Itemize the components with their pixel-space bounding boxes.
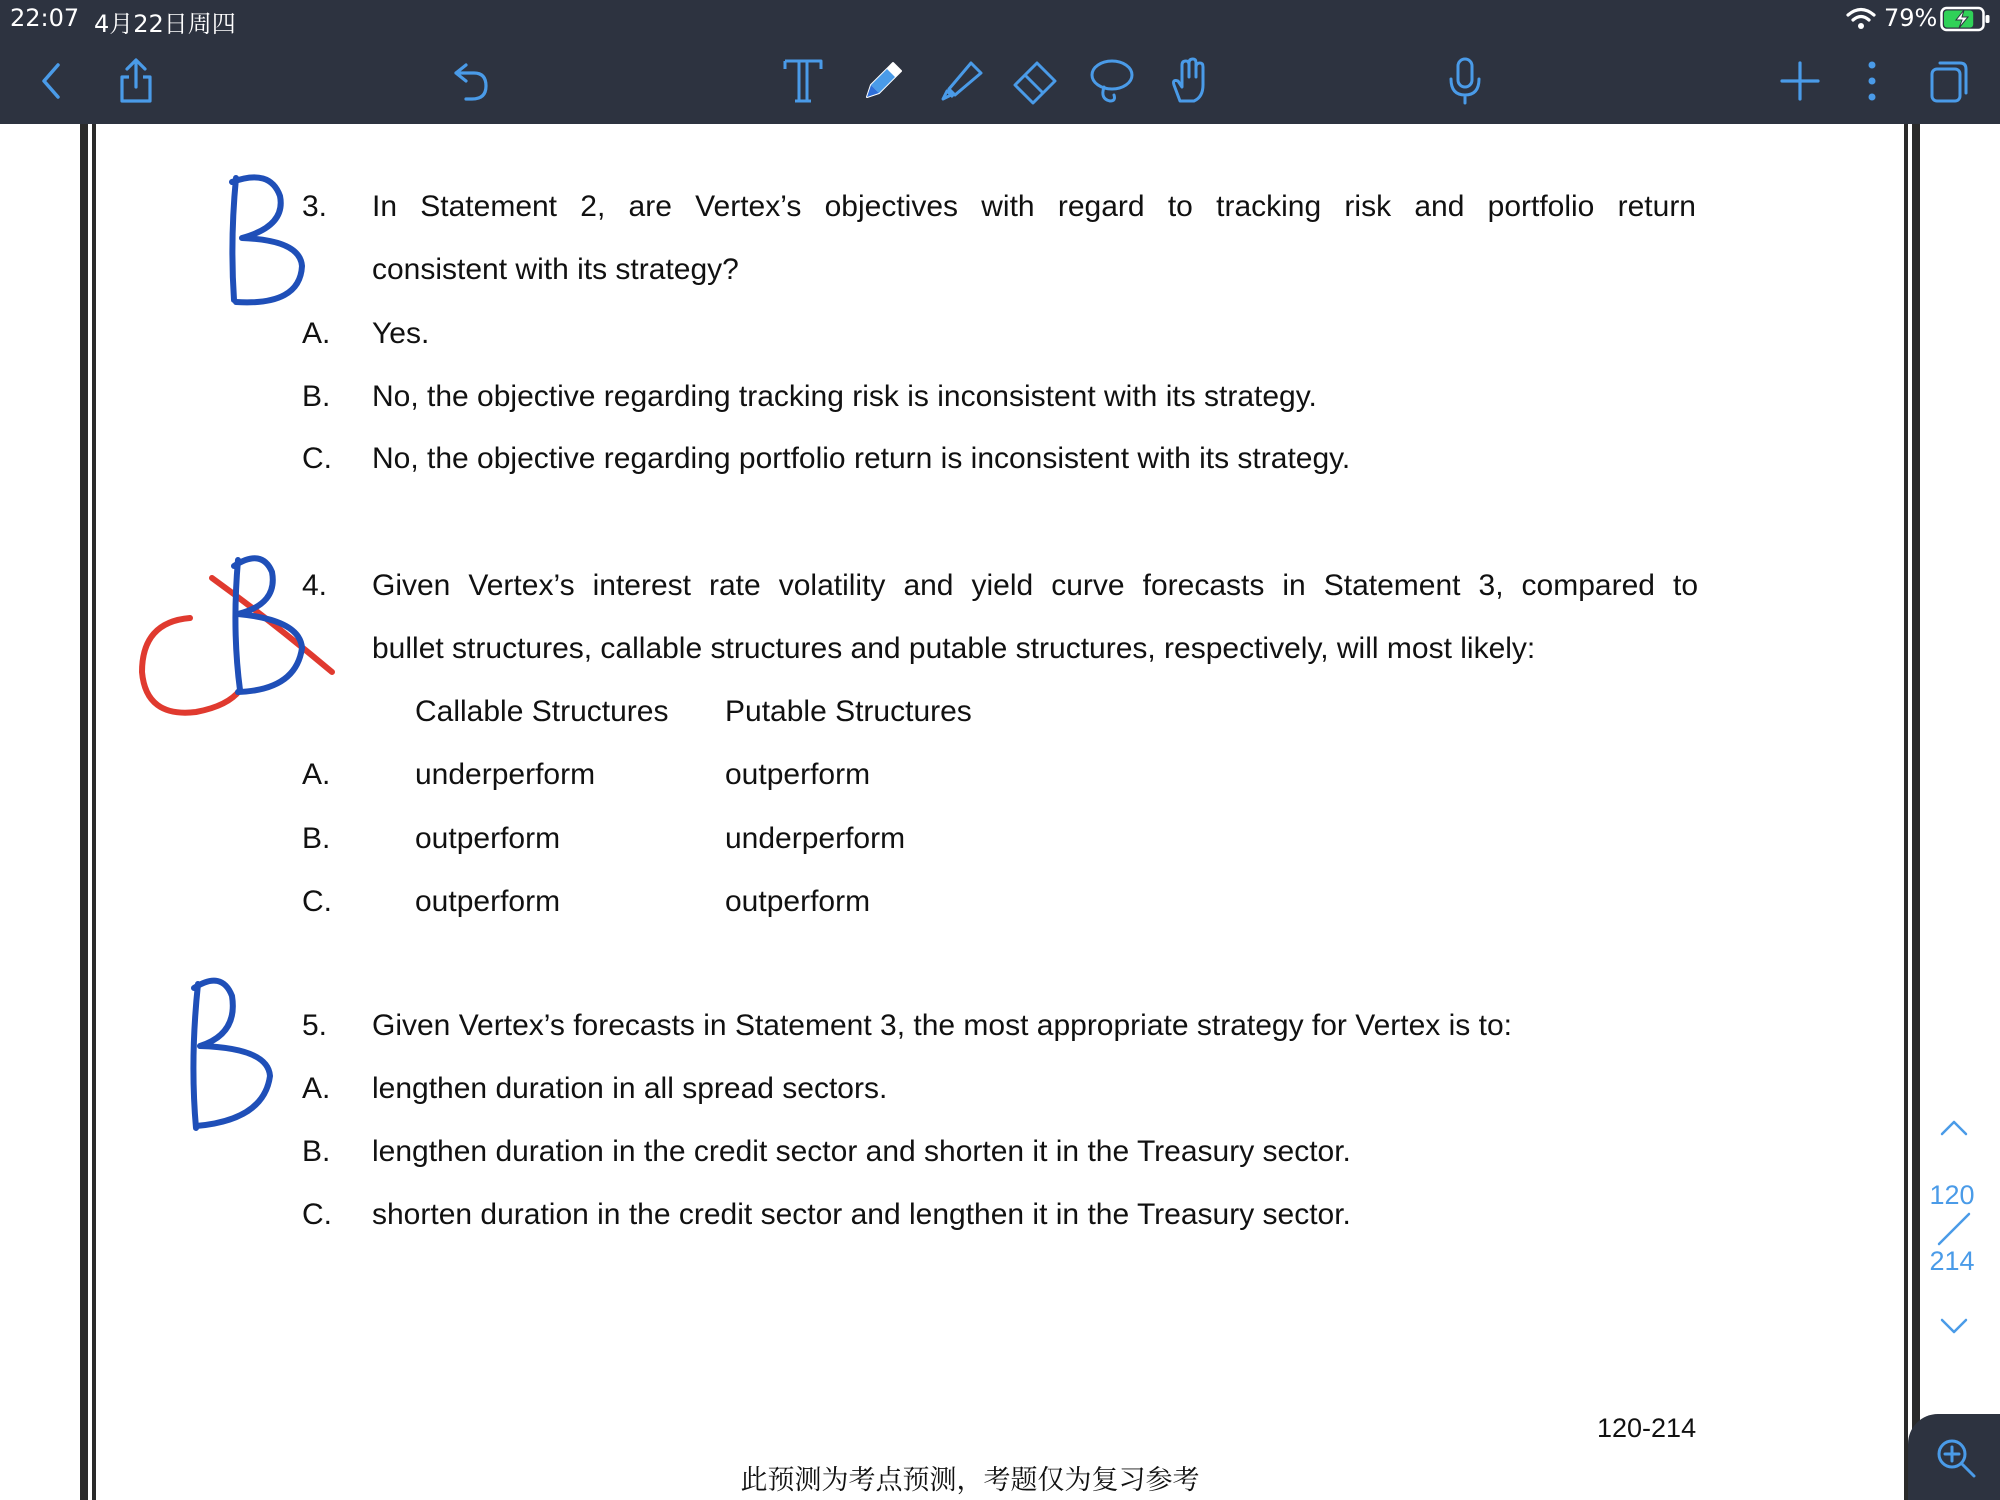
q4-option-a-letter: A. (302, 758, 331, 791)
page-border-left-inner (92, 124, 96, 1500)
page-divider-slash (1936, 1212, 1972, 1246)
undo-button[interactable] (440, 38, 500, 124)
page-up-icon[interactable] (1940, 1120, 1968, 1136)
q4-option-c-putable: outperform (725, 885, 871, 918)
highlighter-icon (935, 55, 987, 107)
hand-icon (1164, 55, 1216, 107)
footer-note: 此预测为考点预测，考题仅为复习参考 (740, 1465, 1200, 1496)
lasso-icon (1086, 55, 1138, 107)
back-icon (32, 59, 72, 103)
q5-option-a-text: lengthen duration in all spread sectors. (372, 1072, 888, 1105)
q3-option-a-letter: A. (302, 317, 331, 350)
q5-option-a-letter: A. (302, 1072, 331, 1105)
battery-charging-icon (1940, 6, 1992, 32)
page-border-right-outer (1912, 124, 1920, 1500)
pages-icon (1926, 57, 1970, 105)
q3-option-a-text: Yes. (372, 317, 430, 350)
battery-percent: 79% (1884, 4, 1938, 32)
q5-option-c-letter: C. (302, 1198, 332, 1231)
more-button[interactable] (1842, 38, 1902, 124)
q4-option-a-putable: outperform (725, 758, 871, 791)
page-border-right-inner (1904, 124, 1908, 1500)
handwritten-b-crossed-q4 (234, 558, 302, 692)
q4-option-b-letter: B. (302, 822, 331, 855)
q4-option-b-putable: underperform (725, 822, 906, 855)
wifi-icon (1846, 6, 1876, 32)
handwritten-b-q3 (232, 177, 302, 302)
toolbar (0, 38, 2000, 124)
zoom-in-icon (1934, 1436, 1978, 1480)
q5-stem: Given Vertex’s forecasts in Statement 3, the most appropriate strategy for Vertex is to: (372, 1009, 1512, 1042)
back-button[interactable] (22, 38, 82, 124)
zoom-button[interactable] (1908, 1414, 2000, 1500)
handwritten-b-q5 (193, 981, 270, 1128)
q5-option-b-text: lengthen duration in the credit sector and shorten it in the Treasury sector. (372, 1135, 1351, 1168)
q4-option-c-callable: outperform (415, 885, 561, 918)
q4-option-b-callable: outperform (415, 822, 561, 855)
q4-option-c-letter: C. (302, 885, 332, 918)
add-icon (1778, 59, 1822, 103)
lasso-tool-button[interactable] (1082, 38, 1142, 124)
eraser-tool-button[interactable] (1005, 38, 1065, 124)
q3-number: 3. (302, 190, 328, 223)
q4-option-a-callable: underperform (415, 758, 596, 791)
q4-header-putable: Putable Structures (725, 695, 972, 728)
undo-icon (448, 59, 492, 103)
share-button[interactable] (106, 38, 166, 124)
q5-option-c-text: shorten duration in the credit sector and lengthen it in the Treasury sector. (372, 1198, 1351, 1231)
highlighter-tool-button[interactable] (931, 38, 991, 124)
microphone-button[interactable] (1435, 38, 1495, 124)
page-label: 120-214 (1597, 1413, 1697, 1443)
status-bar (0, 0, 2000, 38)
q3-option-b-letter: B. (302, 380, 331, 413)
page-down-icon[interactable] (1940, 1318, 1968, 1334)
q3-option-c-text: No, the objective regarding portfolio return is inconsistent with its strategy. (372, 442, 1351, 475)
eraser-icon (1009, 55, 1061, 107)
q5-option-b-letter: B. (302, 1135, 331, 1168)
add-button[interactable] (1770, 38, 1830, 124)
q4-stem-line2: bullet structures, callable structures and putable structures, respectively, will most likely: (372, 632, 1536, 665)
q4-header-callable: Callable Structures (415, 695, 669, 728)
current-page-number: 120 (1929, 1180, 1975, 1210)
status-time: 22:07 (10, 4, 80, 32)
q4-stem-line1: Given Vertex’s interest rate volatility and yield curve forecasts in Statement 3, compared to (372, 569, 1698, 602)
text-tool-icon (779, 55, 827, 107)
q3-option-c-letter: C. (302, 442, 332, 475)
microphone-icon (1443, 55, 1487, 107)
q4-number: 4. (302, 569, 328, 602)
total-page-number: 214 (1929, 1246, 1975, 1276)
text-tool-button[interactable] (773, 38, 833, 124)
pen-tool-button[interactable] (853, 38, 913, 124)
q3-stem-line1: In Statement 2, are Vertex’s objectives with regard to tracking risk and portfolio return (372, 190, 1696, 223)
q3-stem-line2: consistent with its strategy? (372, 253, 739, 286)
pages-button[interactable] (1918, 38, 1978, 124)
page-border-left-outer (80, 124, 88, 1500)
q3-option-b-text: No, the objective regarding tracking risk is inconsistent with its strategy. (372, 380, 1317, 413)
share-icon (114, 57, 158, 105)
q5-number: 5. (302, 1009, 328, 1042)
hand-tool-button[interactable] (1160, 38, 1220, 124)
more-icon (1862, 59, 1882, 103)
status-date: 4月22日周四 (94, 10, 236, 38)
pen-tool-icon (857, 55, 909, 107)
